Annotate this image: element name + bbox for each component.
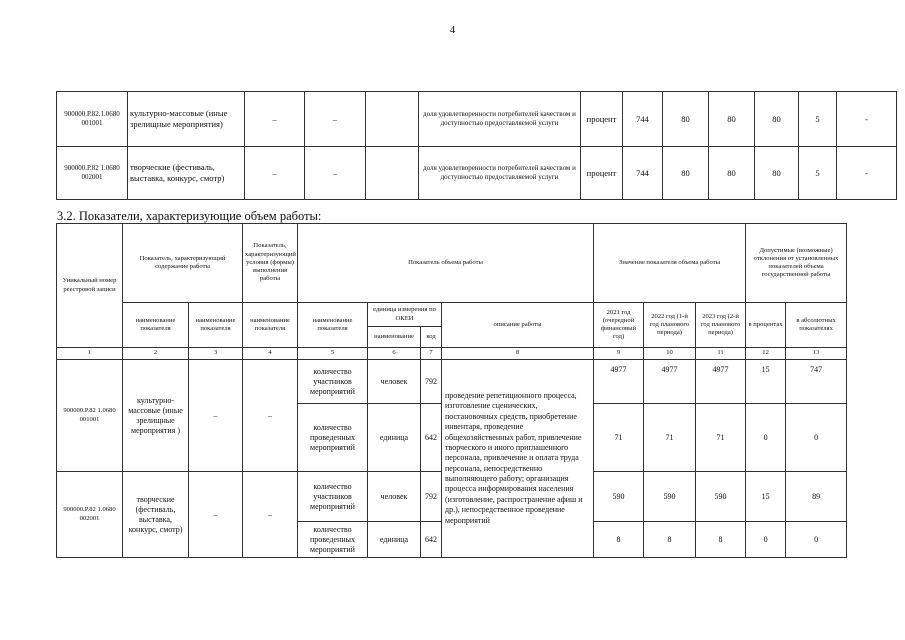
column-number: 5: [298, 348, 368, 360]
value-2023: 4977: [696, 360, 746, 404]
column-number: 11: [696, 348, 746, 360]
column-number: 6: [368, 348, 421, 360]
deviation-percent: 15: [746, 472, 786, 522]
deviation-percent: 5: [799, 92, 837, 147]
header-content-indicator: Показатель, характеризующий содержание работы: [123, 224, 243, 303]
header-in-percent: в процентах: [746, 303, 786, 348]
cell-c3: –: [189, 472, 243, 558]
header-name-indicator: наименование показателя: [243, 303, 298, 348]
unit-name: единица: [368, 522, 421, 558]
cell-c3: –: [245, 147, 305, 200]
section-title: 3.2. Показатели, характеризующие объем работы:: [57, 209, 322, 223]
column-number: 4: [243, 348, 298, 360]
cell-c4: –: [243, 360, 298, 472]
column-number: 7: [421, 348, 442, 360]
deviation-percent: 0: [746, 522, 786, 558]
column-number: 10: [644, 348, 696, 360]
header-name-indicator: наименование показателя: [189, 303, 243, 348]
okei-code: 792: [421, 472, 442, 522]
table-row: [57, 147, 897, 200]
header-unit-name: наименование: [368, 327, 421, 348]
content-name: творческие (фестиваль, выставка, конкурс, смотр): [123, 472, 189, 558]
header-allowed-deviation: Допустимые (возможные) отклонения от установленных показателей объема государственной работы: [746, 224, 847, 303]
deviation-percent: 5: [799, 147, 837, 200]
column-number: 9: [594, 348, 644, 360]
value-2021: 80: [663, 92, 709, 147]
cell-empty: [366, 92, 419, 147]
content-name: культурно-массовые (иные зрелищные мероприятия): [128, 92, 245, 147]
cell-c4: –: [243, 472, 298, 558]
header-work-description: описание работы: [442, 303, 594, 348]
deviation-percent: 0: [746, 404, 786, 472]
header-year-2023: 2023 год (2-й год планового периода): [696, 303, 746, 348]
header-year-2022: 2022 год (1-й год планового периода): [644, 303, 696, 348]
deviation-absolute: -: [837, 92, 897, 147]
header-in-absolute: в абсолютных показателях: [786, 303, 847, 348]
value-2023: 80: [755, 92, 799, 147]
content-name: культурно-массовые (иные зрелищные мероприятия ): [123, 360, 189, 472]
value-2022: 80: [709, 147, 755, 200]
header-unit-measure: единица измерения по ОКЕИ: [368, 303, 442, 327]
okei-code: 744: [623, 92, 663, 147]
okei-code: 642: [421, 522, 442, 558]
column-number: 3: [189, 348, 243, 360]
volume-indicators-table: [56, 223, 847, 558]
value-2021: 8: [594, 522, 644, 558]
value-2022: 8: [644, 522, 696, 558]
page-number: 4: [449, 24, 456, 36]
value-2023: 8: [696, 522, 746, 558]
value-2022: 590: [644, 472, 696, 522]
table-row: [57, 92, 897, 147]
value-2022: 71: [644, 404, 696, 472]
okei-code: 642: [421, 404, 442, 472]
header-unique-number: Уникальный номер реестровой записи: [57, 224, 123, 348]
indicator-name: количество участников мероприятий: [298, 472, 368, 522]
indicator-name: количество проведенных мероприятий: [298, 522, 368, 558]
deviation-absolute: -: [837, 147, 897, 200]
value-2023: 590: [696, 472, 746, 522]
column-number: 13: [786, 348, 847, 360]
cell-c3: –: [245, 92, 305, 147]
value-2021: 80: [663, 147, 709, 200]
unit-name: человек: [368, 360, 421, 404]
value-2022: 4977: [644, 360, 696, 404]
content-name: творческие (фестиваль, выставка, конкурс, смотр): [128, 147, 245, 200]
unit-name: процент: [581, 92, 623, 147]
column-number: 12: [746, 348, 786, 360]
indicator-name: доля удовлетворенности потребителей качеством и доступностью предоставляемой услуги: [419, 92, 581, 147]
cell-c3: –: [189, 360, 243, 472]
header-year-2021: 2021 год (очередной финансовый год): [594, 303, 644, 348]
quality-indicators-table: [56, 91, 897, 200]
column-number: 2: [123, 348, 189, 360]
header-volume-indicator: Показатель объема работы: [298, 224, 594, 303]
registry-code: 900000.Р.82 1.0680 002001: [57, 147, 128, 200]
unit-name: человек: [368, 472, 421, 522]
value-2021: 590: [594, 472, 644, 522]
header-volume-values: Значение показателя объема работы: [594, 224, 746, 303]
header-row: [57, 224, 847, 303]
cell-c4: –: [305, 92, 366, 147]
column-number-row: [57, 348, 847, 360]
work-description: проведение репетиционного процесса, изготовление сценических, постановочных средств, приобретение инвентаря, проведение общехозяйственных работ, привлечение творческого и иного приглашенного персонала, привлечение и оплата труда персонала, непосредственно выполняющего работу; организация процесса информирования населения (изготовление, распространение афиш и др.), непосредственное проведение мероприятий: [442, 360, 594, 558]
value-2023: 80: [755, 147, 799, 200]
indicator-name: количество участников мероприятий: [298, 360, 368, 404]
cell-c4: –: [305, 147, 366, 200]
table-row: [57, 360, 847, 404]
unit-name: процент: [581, 147, 623, 200]
registry-code: 900000.Р.82 1.0680 001001: [57, 360, 123, 472]
deviation-absolute: 0: [786, 404, 847, 472]
registry-code: 900000.Р.82 1.0680 002001: [57, 472, 123, 558]
deviation-percent: 15: [746, 360, 786, 404]
header-name-indicator: наименование показателя: [123, 303, 189, 348]
deviation-absolute: 0: [786, 522, 847, 558]
value-2021: 71: [594, 404, 644, 472]
value-2022: 80: [709, 92, 755, 147]
column-number: 1: [57, 348, 123, 360]
unit-name: единица: [368, 404, 421, 472]
header-row: [57, 303, 847, 327]
value-2021: 4977: [594, 360, 644, 404]
registry-code: 900000.Р.82.1.0680 001001: [57, 92, 128, 147]
okei-code: 744: [623, 147, 663, 200]
header-name-indicator: наименование показателя: [298, 303, 368, 348]
indicator-name: доля удовлетворенности потребителей качеством и доступностью предоставляемой услуги: [419, 147, 581, 200]
deviation-absolute: 747: [786, 360, 847, 404]
header-unit-code: код: [421, 327, 442, 348]
deviation-absolute: 89: [786, 472, 847, 522]
value-2023: 71: [696, 404, 746, 472]
header-condition-indicator: Показатель, характеризующий условия (формы) выполнения работы: [243, 224, 298, 303]
cell-empty: [366, 147, 419, 200]
okei-code: 792: [421, 360, 442, 404]
indicator-name: количество проведенных мероприятий: [298, 404, 368, 472]
column-number: 8: [442, 348, 594, 360]
